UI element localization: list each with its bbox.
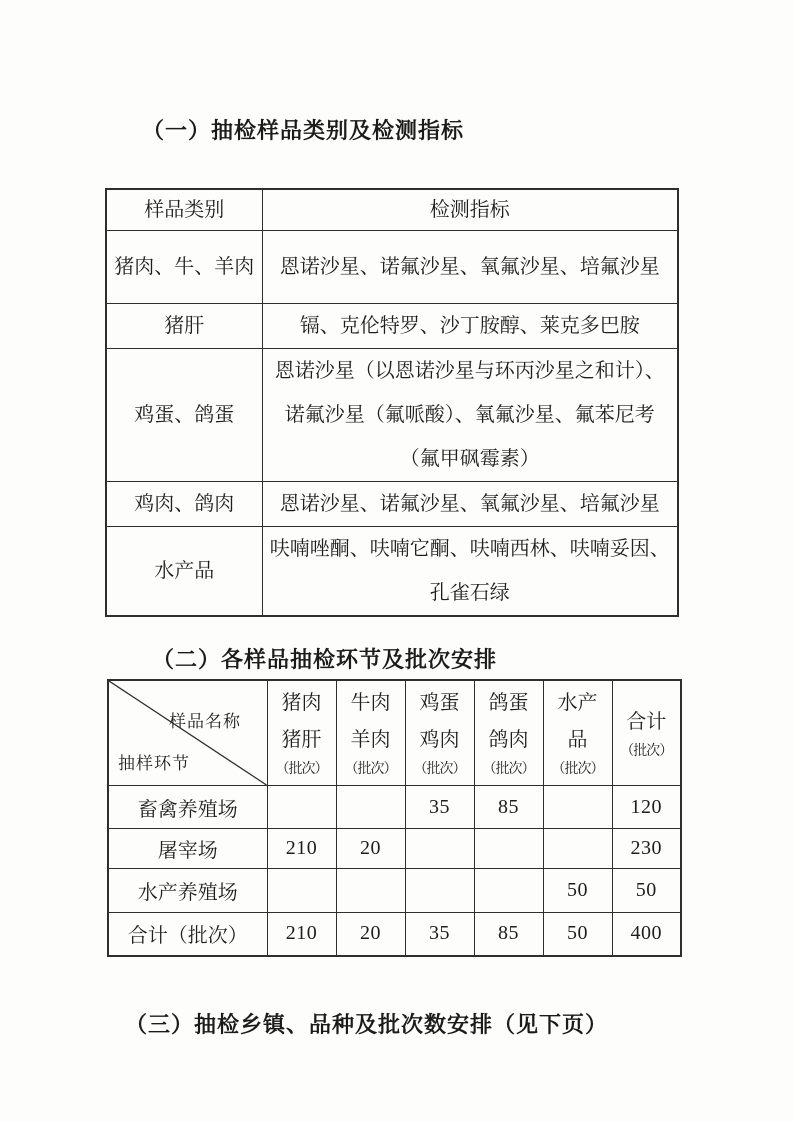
- table-row: [106, 526, 678, 616]
- table-header-row: [108, 680, 681, 786]
- column-header-beef-mutton: 牛肉 羊肉 （批次）: [336, 680, 405, 786]
- column-header-pigeon-egg-meat: 鸽蛋 鸽肉 （批次）: [474, 680, 543, 786]
- indicators-cell: 恩诺沙星（以恩诺沙星与环丙沙星之和计）、诺氟沙星（氟哌酸）、氧氟沙星、氟苯尼考（氟甲砜霉素）: [262, 348, 678, 481]
- section1-title: （一）抽检样品类别及检测指标: [142, 118, 465, 143]
- batch-value: 35: [405, 913, 474, 956]
- batch-arrangement-table: [107, 679, 682, 957]
- batch-grand-total: 400: [612, 913, 681, 956]
- table-row: [106, 481, 678, 526]
- table-row: [106, 303, 678, 348]
- table-row: [106, 230, 678, 303]
- stage-label: 屠宰场: [108, 829, 267, 869]
- table-row: [108, 786, 681, 829]
- batch-total: 230: [612, 829, 681, 869]
- indicators-cell: 恩诺沙星、诺氟沙星、氧氟沙星、培氟沙星: [262, 481, 678, 526]
- section3-title: （三）抽检乡镇、品种及批次数安排（见下页）: [125, 1012, 609, 1037]
- corner-label-sample-name: 样品名称: [169, 712, 241, 731]
- sample-category-cell: 猪肉、牛、羊肉: [106, 230, 262, 303]
- header-sample-category: 样品类别: [106, 189, 262, 230]
- batch-value: 210: [267, 829, 336, 869]
- sample-category-cell: 鸡蛋、鸽蛋: [106, 348, 262, 481]
- diagonal-corner-cell: [108, 680, 267, 786]
- batch-value: [543, 829, 612, 869]
- batch-value: [336, 786, 405, 829]
- batch-value: [474, 829, 543, 869]
- batch-value: [405, 869, 474, 913]
- column-header-total: 合计 （批次）: [612, 680, 681, 786]
- corner-label-sampling-stage: 抽样环节: [118, 754, 190, 773]
- stage-label-total: 合计（批次）: [108, 913, 267, 956]
- batch-value: 50: [543, 869, 612, 913]
- stage-label: 水产养殖场: [108, 869, 267, 913]
- table-row: [108, 829, 681, 869]
- section2-title: （二）各样品抽检环节及批次安排: [152, 647, 498, 672]
- sample-category-cell: 猪肝: [106, 303, 262, 348]
- batch-value: [543, 786, 612, 829]
- batch-value: 85: [474, 913, 543, 956]
- batch-value: [267, 786, 336, 829]
- table-row: [108, 913, 681, 956]
- table-header-row: [106, 189, 678, 230]
- indicators-cell: 镉、克伦特罗、沙丁胺醇、莱克多巴胺: [262, 303, 678, 348]
- batch-value: 35: [405, 786, 474, 829]
- header-test-indicators: 检测指标: [262, 189, 678, 230]
- batch-value: 210: [267, 913, 336, 956]
- column-header-pork-liver: 猪肉 猪肝 （批次）: [267, 680, 336, 786]
- indicators-cell: 呋喃唑酮、呋喃它酮、呋喃西林、呋喃妥因、孔雀石绿: [262, 526, 678, 616]
- batch-total: 50: [612, 869, 681, 913]
- sample-indicator-table: [105, 188, 679, 617]
- batch-value: [474, 869, 543, 913]
- stage-label: 畜禽养殖场: [108, 786, 267, 829]
- batch-value: 20: [336, 829, 405, 869]
- sample-category-cell: 鸡肉、鸽肉: [106, 481, 262, 526]
- table-row: [108, 869, 681, 913]
- table-row: [106, 348, 678, 481]
- batch-value: [405, 829, 474, 869]
- batch-value: [336, 869, 405, 913]
- batch-value: [267, 869, 336, 913]
- column-header-aquatic-products: 水产 品 （批次）: [543, 680, 612, 786]
- batch-total: 120: [612, 786, 681, 829]
- batch-value: 85: [474, 786, 543, 829]
- column-header-egg-chicken: 鸡蛋 鸡肉 （批次）: [405, 680, 474, 786]
- batch-value: 20: [336, 913, 405, 956]
- indicators-cell: 恩诺沙星、诺氟沙星、氧氟沙星、培氟沙星: [262, 230, 678, 303]
- batch-value: 50: [543, 913, 612, 956]
- sample-category-cell: 水产品: [106, 526, 262, 616]
